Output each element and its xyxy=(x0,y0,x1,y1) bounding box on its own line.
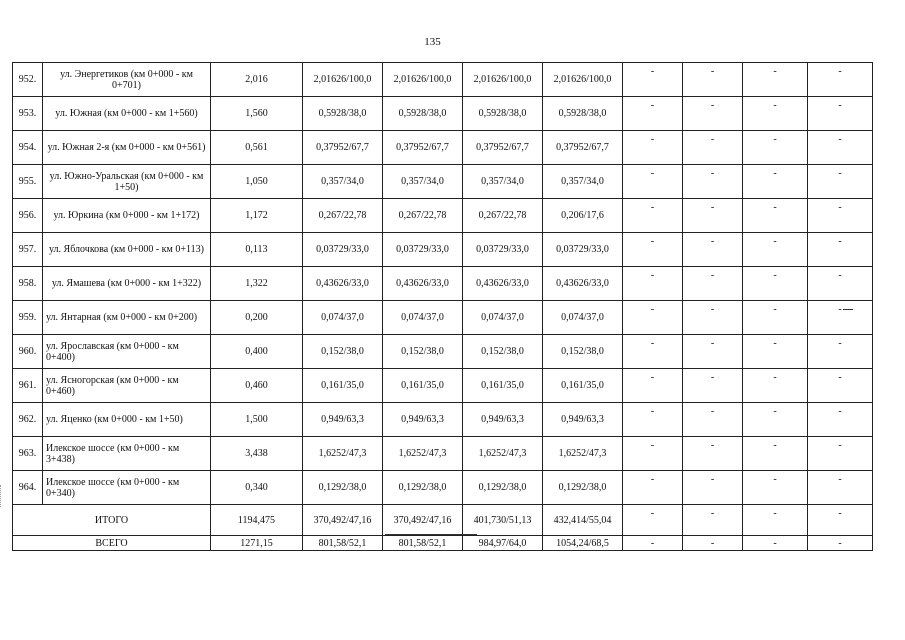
value-col-2: 1,6252/47,3 xyxy=(383,437,463,471)
road-name: ул. Яценко (км 0+000 - км 1+50) xyxy=(43,403,211,437)
road-length: 0,400 xyxy=(211,335,303,369)
total-dash-3: - xyxy=(743,505,808,536)
total-label: ИТОГО xyxy=(13,505,211,536)
value-col-2: 0,152/38,0 xyxy=(383,335,463,369)
total-value-3: 401,730/51,13 xyxy=(463,505,543,536)
dash-col-4: - xyxy=(808,233,873,267)
value-col-4: 1,6252/47,3 xyxy=(543,437,623,471)
value-col-3: 0,37952/67,7 xyxy=(463,131,543,165)
dash-col-1: - xyxy=(623,131,683,165)
table-row xyxy=(13,335,873,369)
table-body xyxy=(13,63,873,505)
row-number: 958. xyxy=(13,267,43,301)
value-col-1: 0,1292/38,0 xyxy=(303,471,383,505)
road-length: 0,561 xyxy=(211,131,303,165)
road-length: 1,500 xyxy=(211,403,303,437)
value-col-3: 0,1292/38,0 xyxy=(463,471,543,505)
dash-col-4: - xyxy=(808,267,873,301)
value-col-2: 0,074/37,0 xyxy=(383,301,463,335)
dash-col-3: - xyxy=(743,335,808,369)
grand-total-value-4: 1054,24/68,5 xyxy=(543,536,623,551)
road-length: 0,340 xyxy=(211,471,303,505)
value-col-3: 0,267/22,78 xyxy=(463,199,543,233)
grand-total-value-1: 801,58/52,1 xyxy=(303,536,383,551)
row-number: 954. xyxy=(13,131,43,165)
dash-col-3: - xyxy=(743,471,808,505)
dash-col-2: - xyxy=(683,165,743,199)
dash-col-3: - xyxy=(743,403,808,437)
dash-col-2: - xyxy=(683,131,743,165)
road-length: 0,460 xyxy=(211,369,303,403)
value-col-4: 0,43626/33,0 xyxy=(543,267,623,301)
table-row xyxy=(13,63,873,97)
table-row xyxy=(13,199,873,233)
value-col-1: 0,267/22,78 xyxy=(303,199,383,233)
value-col-4: 2,01626/100,0 xyxy=(543,63,623,97)
footer-separator-line xyxy=(385,534,477,535)
value-col-2: 0,357/34,0 xyxy=(383,165,463,199)
dash-col-1: - xyxy=(623,437,683,471)
total-dash-2: - xyxy=(683,505,743,536)
dash-col-4: - xyxy=(808,301,873,335)
dash-col-3: - xyxy=(743,233,808,267)
value-col-1: 0,161/35,0 xyxy=(303,369,383,403)
value-col-1: 0,074/37,0 xyxy=(303,301,383,335)
dash-col-4: - xyxy=(808,335,873,369)
grand-total-dash-1: - xyxy=(623,536,683,551)
dash-col-2: - xyxy=(683,403,743,437)
row-number: 963. xyxy=(13,437,43,471)
dash-col-1: - xyxy=(623,199,683,233)
value-col-4: 0,37952/67,7 xyxy=(543,131,623,165)
road-name: ул. Южная (км 0+000 - км 1+560) xyxy=(43,97,211,131)
value-col-4: 0,357/34,0 xyxy=(543,165,623,199)
value-col-3: 1,6252/47,3 xyxy=(463,437,543,471)
table-row xyxy=(13,301,873,335)
dash-col-2: - xyxy=(683,471,743,505)
value-col-3: 0,949/63,3 xyxy=(463,403,543,437)
value-col-4: 0,5928/38,0 xyxy=(543,97,623,131)
value-col-3: 0,152/38,0 xyxy=(463,335,543,369)
stray-pen-mark xyxy=(843,309,853,310)
value-col-4: 0,03729/33,0 xyxy=(543,233,623,267)
dash-col-3: - xyxy=(743,267,808,301)
dash-col-4: - xyxy=(808,165,873,199)
road-name: ул. Яблочкова (км 0+000 - км 0+113) xyxy=(43,233,211,267)
table-row xyxy=(13,369,873,403)
row-number: 953. xyxy=(13,97,43,131)
total-value-1: 370,492/47,16 xyxy=(303,505,383,536)
dash-col-3: - xyxy=(743,437,808,471)
road-name: ул. Энергетиков (км 0+000 - км 0+701) xyxy=(43,63,211,97)
grand-total-length: 1271,15 xyxy=(211,536,303,551)
table-row xyxy=(13,403,873,437)
dash-col-1: - xyxy=(623,471,683,505)
dash-col-1: - xyxy=(623,403,683,437)
value-col-2: 0,1292/38,0 xyxy=(383,471,463,505)
row-number: 952. xyxy=(13,63,43,97)
road-length: 1,560 xyxy=(211,97,303,131)
row-number: 959. xyxy=(13,301,43,335)
value-col-1: 0,357/34,0 xyxy=(303,165,383,199)
dash-col-3: - xyxy=(743,301,808,335)
value-col-2: 0,37952/67,7 xyxy=(383,131,463,165)
value-col-4: 0,949/63,3 xyxy=(543,403,623,437)
dash-col-2: - xyxy=(683,301,743,335)
value-col-1: 0,37952/67,7 xyxy=(303,131,383,165)
dash-col-1: - xyxy=(623,165,683,199)
road-length: 3,438 xyxy=(211,437,303,471)
total-dash-1: - xyxy=(623,505,683,536)
total-value-2: 370,492/47,16 xyxy=(383,505,463,536)
value-col-1: 0,43626/33,0 xyxy=(303,267,383,301)
road-name: ул. Юркина (км 0+000 - км 1+172) xyxy=(43,199,211,233)
grand-total-label: ВСЕГО xyxy=(13,536,211,551)
road-name: ул. Южная 2-я (км 0+000 - км 0+561) xyxy=(43,131,211,165)
dash-col-2: - xyxy=(683,233,743,267)
row-number: 955. xyxy=(13,165,43,199)
dash-col-4: - xyxy=(808,471,873,505)
row-number: 957. xyxy=(13,233,43,267)
value-col-2: 0,161/35,0 xyxy=(383,369,463,403)
grand-total-value-2: 801,58/52,1 xyxy=(383,536,463,551)
dash-col-2: - xyxy=(683,199,743,233)
value-col-1: 0,949/63,3 xyxy=(303,403,383,437)
row-number: 956. xyxy=(13,199,43,233)
value-col-2: 0,5928/38,0 xyxy=(383,97,463,131)
total-row xyxy=(13,505,873,536)
value-col-4: 0,074/37,0 xyxy=(543,301,623,335)
table-row xyxy=(13,471,873,505)
dash-col-4: - xyxy=(808,369,873,403)
value-col-1: 0,152/38,0 xyxy=(303,335,383,369)
dash-col-4: - xyxy=(808,63,873,97)
value-col-3: 0,03729/33,0 xyxy=(463,233,543,267)
dash-col-4: - xyxy=(808,403,873,437)
dash-col-2: - xyxy=(683,335,743,369)
value-col-3: 0,5928/38,0 xyxy=(463,97,543,131)
table-row xyxy=(13,233,873,267)
dash-col-1: - xyxy=(623,369,683,403)
value-col-1: 2,01626/100,0 xyxy=(303,63,383,97)
value-col-3: 0,161/35,0 xyxy=(463,369,543,403)
table-row xyxy=(13,131,873,165)
dash-col-1: - xyxy=(623,97,683,131)
road-name: Илекское шоссе (км 0+000 - км 3+438) xyxy=(43,437,211,471)
dash-col-4: - xyxy=(808,97,873,131)
road-length: 1,050 xyxy=(211,165,303,199)
grand-total-dash-4: - xyxy=(808,536,873,551)
row-number: 964. xyxy=(13,471,43,505)
row-number: 960. xyxy=(13,335,43,369)
road-length: 1,172 xyxy=(211,199,303,233)
grand-total-dash-3: - xyxy=(743,536,808,551)
value-col-4: 0,161/35,0 xyxy=(543,369,623,403)
dash-col-2: - xyxy=(683,437,743,471)
row-number: 961. xyxy=(13,369,43,403)
dash-col-3: - xyxy=(743,165,808,199)
dash-col-1: - xyxy=(623,267,683,301)
grand-total-value-3: 984,97/64,0 xyxy=(463,536,543,551)
table-row xyxy=(13,165,873,199)
binding-edge-mark xyxy=(0,485,7,507)
total-length: 1194,475 xyxy=(211,505,303,536)
table-totals xyxy=(13,505,873,551)
value-col-4: 0,1292/38,0 xyxy=(543,471,623,505)
dash-col-2: - xyxy=(683,369,743,403)
table-row xyxy=(13,267,873,301)
value-col-2: 0,267/22,78 xyxy=(383,199,463,233)
dash-col-3: - xyxy=(743,63,808,97)
value-col-1: 1,6252/47,3 xyxy=(303,437,383,471)
value-col-3: 0,074/37,0 xyxy=(463,301,543,335)
road-name: ул. Ясногорская (км 0+000 - км 0+460) xyxy=(43,369,211,403)
dash-col-4: - xyxy=(808,131,873,165)
road-length: 0,200 xyxy=(211,301,303,335)
dash-col-3: - xyxy=(743,369,808,403)
total-dash-4: - xyxy=(808,505,873,536)
row-number: 962. xyxy=(13,403,43,437)
grand-total-row xyxy=(13,536,873,551)
road-name: Илекское шоссе (км 0+000 - км 0+340) xyxy=(43,471,211,505)
grand-total-dash-2: - xyxy=(683,536,743,551)
road-name: ул. Южно-Уральская (км 0+000 - км 1+50) xyxy=(43,165,211,199)
dash-col-3: - xyxy=(743,199,808,233)
road-length: 2,016 xyxy=(211,63,303,97)
value-col-4: 0,152/38,0 xyxy=(543,335,623,369)
value-col-2: 0,03729/33,0 xyxy=(383,233,463,267)
value-col-3: 0,357/34,0 xyxy=(463,165,543,199)
value-col-3: 0,43626/33,0 xyxy=(463,267,543,301)
road-length: 1,322 xyxy=(211,267,303,301)
value-col-1: 0,03729/33,0 xyxy=(303,233,383,267)
table-row xyxy=(13,97,873,131)
dash-col-1: - xyxy=(623,233,683,267)
page-number: 135 xyxy=(424,36,441,48)
road-name: ул. Янтарная (км 0+000 - км 0+200) xyxy=(43,301,211,335)
value-col-2: 0,43626/33,0 xyxy=(383,267,463,301)
roads-table xyxy=(12,62,873,551)
total-value-4: 432,414/55,04 xyxy=(543,505,623,536)
road-name: ул. Ярославская (км 0+000 - км 0+400) xyxy=(43,335,211,369)
dash-col-2: - xyxy=(683,97,743,131)
value-col-4: 0,206/17,6 xyxy=(543,199,623,233)
dash-col-3: - xyxy=(743,131,808,165)
value-col-3: 2,01626/100,0 xyxy=(463,63,543,97)
table-row xyxy=(13,437,873,471)
value-col-2: 2,01626/100,0 xyxy=(383,63,463,97)
dash-col-1: - xyxy=(623,335,683,369)
dash-col-4: - xyxy=(808,199,873,233)
dash-col-2: - xyxy=(683,267,743,301)
dash-col-4: - xyxy=(808,437,873,471)
road-length: 0,113 xyxy=(211,233,303,267)
dash-col-1: - xyxy=(623,301,683,335)
dash-col-2: - xyxy=(683,63,743,97)
dash-col-3: - xyxy=(743,97,808,131)
value-col-2: 0,949/63,3 xyxy=(383,403,463,437)
value-col-1: 0,5928/38,0 xyxy=(303,97,383,131)
road-name: ул. Ямашева (км 0+000 - км 1+322) xyxy=(43,267,211,301)
dash-col-1: - xyxy=(623,63,683,97)
